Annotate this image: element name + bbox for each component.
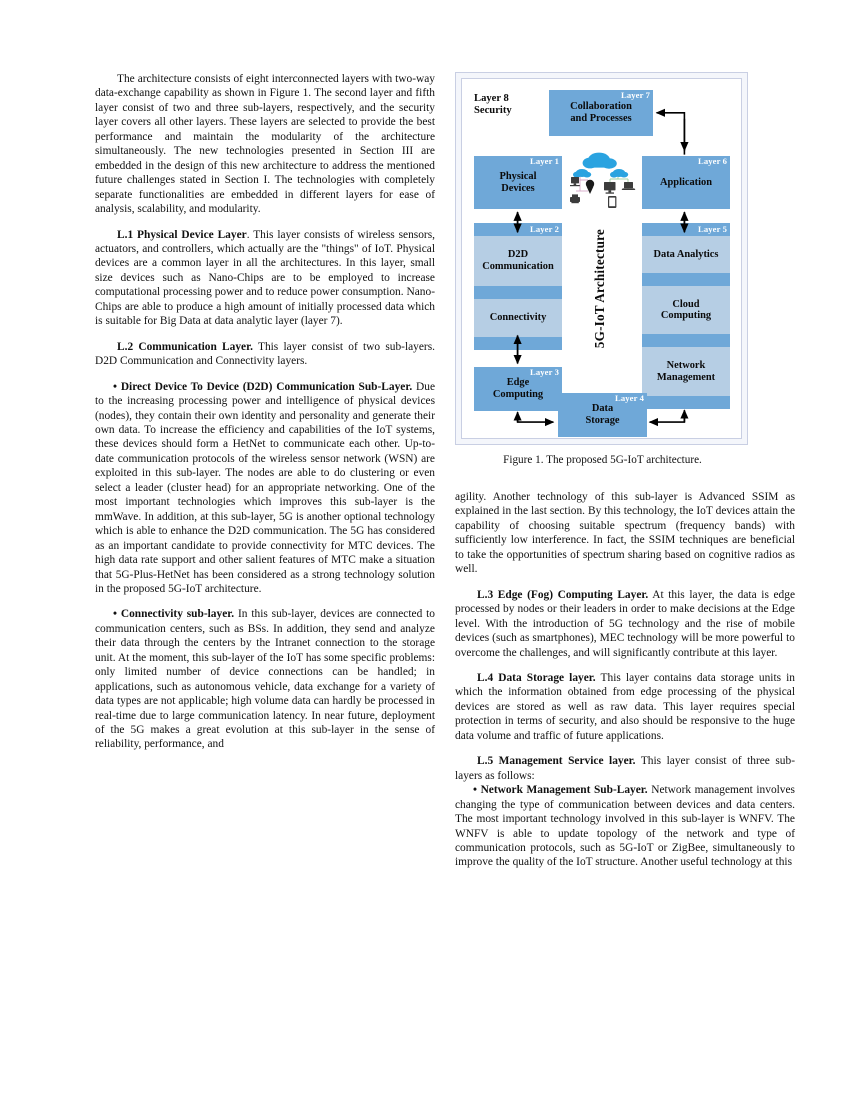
layer8-security-label (474, 93, 512, 118)
monitor-right-icon (604, 182, 616, 194)
bullet-marker-connectivity: • (113, 608, 117, 621)
left-text-column (95, 72, 435, 763)
data-storage-line2: Storage (585, 415, 620, 426)
layer8-line1: Layer 8 (474, 93, 509, 104)
block-physical-devices (474, 156, 562, 209)
block-management-service-layer (642, 223, 730, 409)
band-layer5-mid1 (642, 273, 730, 286)
physical-devices-line2: Devices (501, 182, 535, 194)
data-analytics-line1: Data Analytics (653, 248, 719, 260)
data-storage-line1: Data (591, 403, 614, 415)
paragraph-network-management-sublayer (455, 783, 795, 870)
paragraph-l5-management-service (455, 754, 795, 783)
application-line1: Application (660, 176, 712, 188)
network-management-line1: Network (666, 360, 706, 372)
layer-tag-2: Layer 2 (530, 224, 559, 234)
paragraph-d2d-sublayer (95, 380, 435, 597)
paragraph-l1-physical-device (95, 228, 435, 329)
arrow-management-to-data-storage (650, 411, 685, 422)
band-layer5-bottom (642, 396, 730, 409)
paragraph-agility-continuation: agility. Another technology of this sub-layer is Advanced SSIM as explained in the last section. By this technology, the IoT devices attain the capability of choosing suitable spectrum (frequency bands) with sufficiently low interference. In fact, the SSIM techniques are beneficial to take the opportunities of spectrum sharing based on cognitive radios as well. (455, 491, 795, 576)
block-collaboration-text (566, 101, 636, 124)
heading-network-management: Network Management Sub-Layer. (480, 784, 648, 797)
cloud-small-left-icon (573, 169, 591, 178)
cloud-iot-illustration (566, 147, 642, 213)
block-edge-computing-text (489, 377, 547, 400)
arrow-application-to-collaboration (657, 113, 685, 155)
d2d-line2: Communication (482, 260, 554, 272)
block-data-storage-text (581, 403, 623, 426)
band-layer5-mid2 (642, 334, 730, 347)
laptop-icon (622, 182, 636, 190)
figure-frame (455, 72, 748, 445)
band-layer2-bottom (474, 337, 562, 350)
arrow-edge-to-data-storage (518, 413, 554, 422)
heading-l1: L.1 Physical Device Layer (117, 228, 247, 241)
sublayer-d2d-communication (474, 236, 562, 286)
connectivity-line1: Connectivity (489, 312, 547, 324)
block-application-text (656, 177, 716, 189)
layer8-line2: Security (474, 105, 512, 117)
sublayer-cloud-computing (642, 286, 730, 335)
cloud-computing-line1: Cloud (672, 298, 700, 310)
sublayer-network-management (642, 347, 730, 396)
paragraph-l3-body: At this layer, the data is edge processed by nodes or their leaders in order to make decisions at the Edge level. With the introduction of 5G technology and the rise of mobile devices (such as smartphones), MEC technology will be more powerful to overcome the challenges, and will significantly contribute at this layer. (455, 588, 796, 659)
paragraph-connectivity-sublayer (95, 607, 435, 752)
figure-canvas (461, 78, 742, 439)
paragraph-architecture-overview: The architecture consists of eight interconnected layers with two-way data-exchange capability as shown in Figure 1. The second layer and fifth layer consist of two and three sub-layers, respectively, and the security layer covers all other layers. These layers are selected to provide the best performance and maintain the modularity of the architecture simultaneously. The new technologies presented in Section III are embedded in the design of this new architecture to address the mentioned future challenges stated in Section I. The technologies with completely separate functionalities are embedded in different layers for ease of analysis, scalability, and modularity. (95, 73, 435, 216)
collaboration-line1: Collaboration (570, 101, 632, 113)
layer-tag-6: Layer 6 (698, 156, 727, 166)
heading-d2d-text: Direct Device To Device (D2D) Communication Sub-Layer. (120, 380, 413, 393)
printer-icon (570, 194, 580, 203)
block-data-storage (558, 393, 647, 437)
network-management-line2: Management (656, 371, 716, 383)
physical-devices-line1: Physical (499, 170, 537, 182)
paragraph-l2-body: This layer consist of two sub-layers. D2D Communication and Connectivity layers. (95, 340, 435, 368)
sublayer-data-analytics (642, 236, 730, 273)
paragraph-l5-body: This layer consist of three sub-layers as follows: (455, 755, 795, 782)
paragraph-l4-data-storage (455, 671, 795, 743)
edge-computing-line2: Computing (492, 389, 544, 400)
sublayer-connectivity (474, 299, 562, 337)
tablet-icon (608, 196, 616, 208)
block-communication-layer (474, 223, 562, 350)
paragraph-l4-body: This layer contains data storage units in which the information obtained from edge processing of the physical devices are stored as well as raw data. This layer requires special protection in terms of security, and also should be responsive to the huge data volume and traffic of future applications. (455, 671, 795, 742)
heading-l2: L.2 Communication Layer. (117, 340, 253, 353)
location-pin-icon (586, 180, 594, 194)
heading-l3: L.3 Edge (Fog) Computing Layer. (477, 588, 649, 601)
bullet-marker-network-management: • (473, 784, 477, 797)
block-edge-computing (474, 367, 562, 411)
paragraph-l2-communication (95, 340, 435, 369)
block-physical-devices-text (496, 171, 541, 194)
paragraph-connectivity-body: In this sub-layer, devices are connected to communication centers, such as BSs. In addition, they send and analyze their data through the centers by the Intranet connection to the storage unit. At the moment, this sub-layer of the IoT has some specific problems: only limited number of device connections can be handled; in applications, such as autonomous vehicle, data exchange for a variety of data types are not applicable; high volume data can hardly be processed in real-time due to large communication latency. In near future, deployment of the 5G makes a great evolution at this sub-layer in the sense of reliability, performance, and (95, 608, 435, 751)
bullet-marker-d2d: • (113, 380, 117, 393)
monitor-left-icon (570, 177, 580, 186)
right-text-column (455, 490, 795, 881)
collaboration-line2: and Processes (570, 113, 632, 124)
layer-tag-1: Layer 1 (530, 156, 559, 166)
layer-tag-5: Layer 5 (698, 224, 727, 234)
paragraph-l3-edge-fog (455, 588, 795, 660)
edge-computing-line1: Edge (506, 377, 530, 389)
cloud-icon (583, 153, 617, 169)
figure-1 (455, 72, 750, 466)
heading-connectivity: Connectivity sub-layer. (120, 608, 235, 621)
figure-caption: Figure 1. The proposed 5G-IoT architecture. (503, 454, 702, 466)
heading-l4: L.4 Data Storage layer. (477, 671, 596, 684)
layer-tag-3: Layer 3 (530, 367, 559, 377)
paragraph-l1-body: . This layer consists of wireless sensors, actuators, and controllers, which actually are the "things" of IoT. Physical devices are a common layer in all the architectures. In this layer, small size devices such as Nano-Chips are to be employed to increase computational processing power and to reduce power consumption. Nano-Chips are able to produce a high amount of initially processed data which is suitable for Big Data at data analytic layer (layer 7). (95, 228, 435, 328)
layer-tag-4: Layer 4 (615, 393, 644, 403)
figure-vertical-title: 5G-IoT Architecture (592, 229, 607, 349)
cloud-small-right-icon (610, 169, 628, 178)
paragraph-network-management-body: Network management involves changing the type of communication between devices and data centers. The most important technology involved in this sub-layer is WNFV. The WNFV is able to update topology of the network and type of communication protocols, such as 5G-IoT or ZigBee, simultaneously to improve the quality of the IoT structure. Another useful technology at this (455, 784, 795, 869)
block-application (642, 156, 730, 209)
paragraph-d2d-body: Due to the increasing processing power and intelligence of physical devices (nodes), they contain their own identity and personality and generate their own data. To increase the efficiency and capabilities of the IoT systems, these devices should form a HetNet to communicate each other. Up-to-date communication protocols of the wireless sensor network (WSN) are exploited in this sub-layer. The nodes are able to do clustering or even select a leader (cluster head) for an appropriate networking. One of the most important technologies which improves this sub-layer is the mmWave. In addition, at this sub-layer, 5G is another optional technology which is able to enhance the D2D communication. The 5G has considered as an important candidate to provide connectivity for MTC devices. The high data rate support and other salient features of MTC make a situation that 5G-Plus-HetNet has been considered as a strong technology solution in the proposed 5G-IoT architecture. (95, 380, 435, 595)
layer-tag-7: Layer 7 (621, 90, 650, 100)
cloud-computing-line2: Computing (660, 310, 712, 322)
block-collaboration-and-processes (549, 90, 653, 136)
heading-l5: L.5 Management Service layer. (477, 755, 636, 768)
band-layer2-mid (474, 286, 562, 299)
d2d-line1: D2D (507, 249, 529, 261)
